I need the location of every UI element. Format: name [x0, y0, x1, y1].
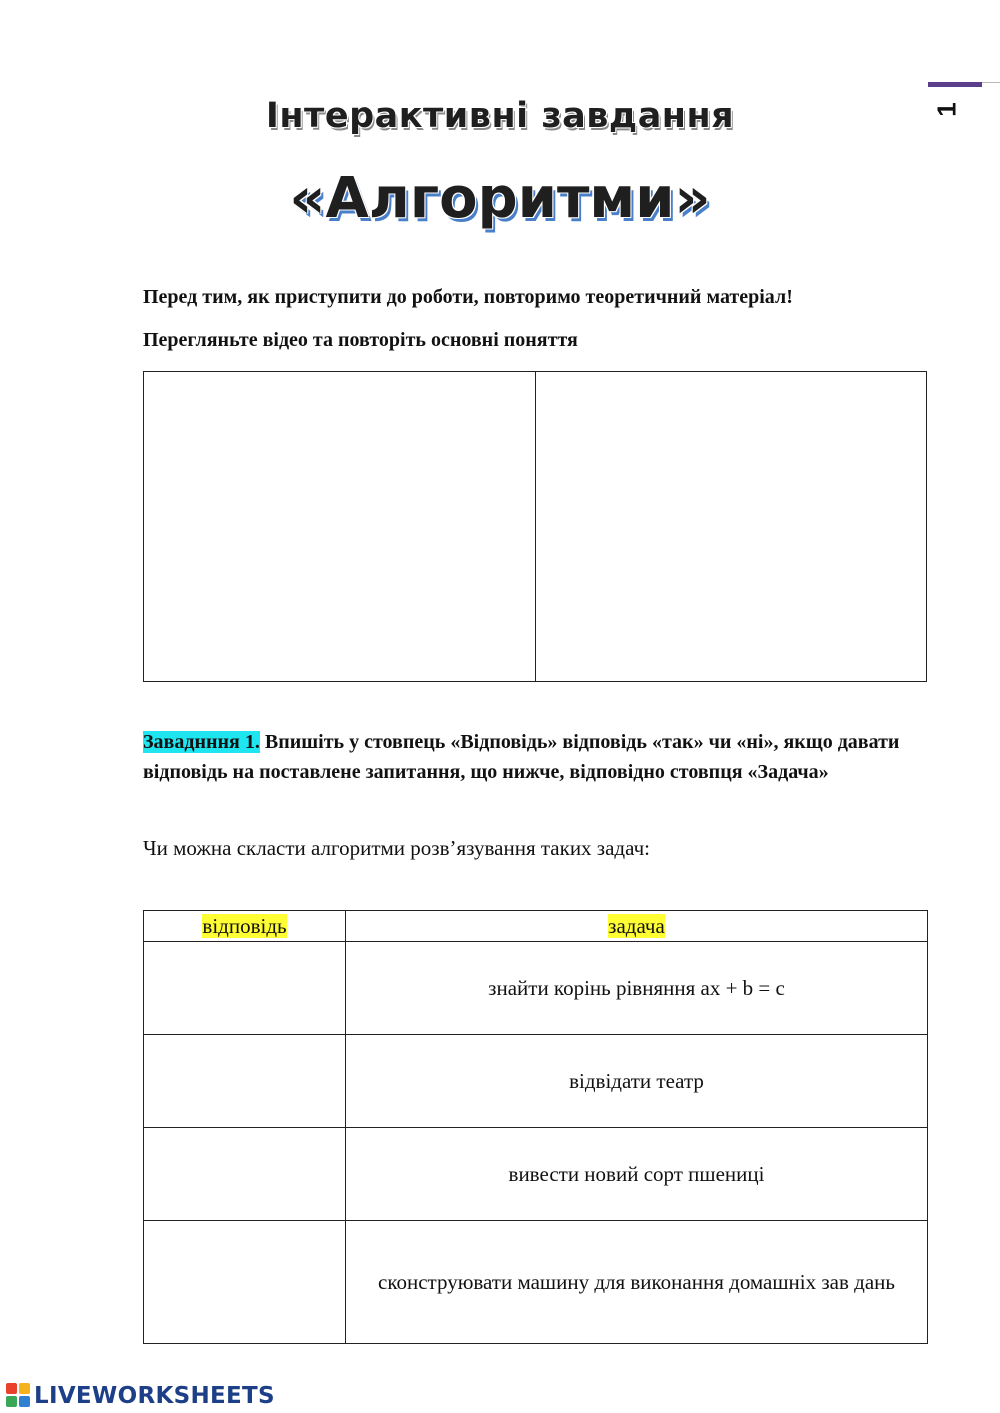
liveworksheets-logo-icon — [6, 1383, 32, 1409]
task-1-label: Заваднння 1. — [143, 731, 260, 753]
page-number-rule — [982, 82, 1000, 83]
task-cell: сконструювати машину для виконання домашніх зав дань — [346, 1221, 928, 1344]
answer-input-cell[interactable] — [144, 1035, 346, 1128]
logo-square — [6, 1383, 17, 1394]
task-1-instructions — [143, 727, 933, 787]
page-title: Інтерактивні завдання — [265, 96, 735, 136]
intro-line-1: Перед тим, як приступити до роботи, повторимо теоретичний матеріал! — [143, 286, 793, 308]
table-row — [144, 1128, 928, 1221]
page-number: 1 — [931, 102, 962, 117]
column-header-task: задача — [346, 911, 928, 942]
logo-square — [19, 1396, 30, 1407]
liveworksheets-logo — [6, 1381, 275, 1411]
table-header-row — [144, 911, 928, 942]
logo-square — [6, 1396, 17, 1407]
page-number-bar — [928, 82, 982, 87]
logo-square — [19, 1383, 30, 1394]
task-cell: вивести новий сорт пшениці — [346, 1128, 928, 1221]
video-slot-right[interactable] — [535, 372, 927, 681]
table-row — [144, 1035, 928, 1128]
page-subtitle: «Алгоритми» — [289, 166, 711, 231]
answer-input-cell[interactable] — [144, 1221, 346, 1344]
task-cell: знайти корінь рівняння ax + b = c — [346, 942, 928, 1035]
answer-input-cell[interactable] — [144, 942, 346, 1035]
answers-table — [143, 910, 928, 1344]
column-header-answer: відповідь — [144, 911, 346, 942]
logo-text: LIVEWORKSHEETS — [34, 1383, 275, 1409]
video-table — [143, 371, 927, 682]
task-1-question: Чи можна скласти алгоритми розв’язування таких задач: — [143, 836, 650, 860]
answer-input-cell[interactable] — [144, 1128, 346, 1221]
table-row — [144, 1221, 928, 1344]
intro-line-2: Перегляньте відео та повторіть основні поняття — [143, 329, 578, 351]
task-cell: відвідати театр — [346, 1035, 928, 1128]
task-1-text: Впишіть у стовпець «Відповідь» відповідь «так» чи «ні», якщо давати відповідь на поставлене запитання, що нижче, відповідно стовпця «Задача» — [143, 731, 900, 783]
video-slot-left[interactable] — [144, 372, 535, 681]
table-row — [144, 942, 928, 1035]
